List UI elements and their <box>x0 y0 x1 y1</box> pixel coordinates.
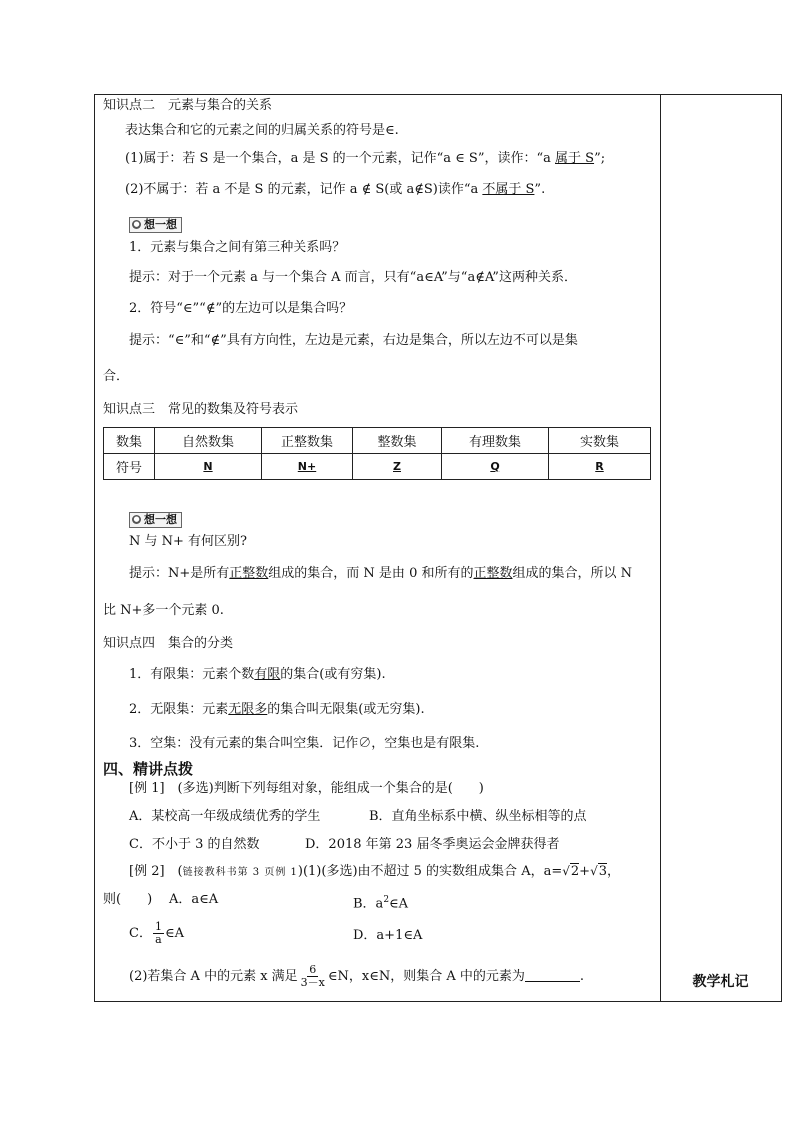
ex2-part2: (2)若集合 A 中的元素 x 满足 $\frac{6}{3-x}$ ∈N，x∈N，则集合 A 中的元素为 . <box>129 963 584 989</box>
column-divider <box>660 95 661 1001</box>
kp3-title: 知识点三 常见的数集及符号表示 <box>103 402 299 417</box>
think-badge-2: ● 想一想 <box>129 509 182 528</box>
table-cell: N <box>155 454 262 480</box>
fraction: $\frac{1}{a}$ <box>154 920 162 946</box>
kp4-item-empty: 3．空集：没有元素的集合叫空集．记作∅，空集也是有限集. <box>129 736 480 751</box>
table-cell: 正整数集 <box>262 428 353 454</box>
think2-question: N 与 N+ 有何区别? <box>129 534 248 549</box>
ex2-option-c: C． $\frac{1}{a}$ ∈A <box>129 920 184 946</box>
kp4-item-finite: 1．有限集：元素个数有限的集合(或有穷集). <box>129 667 386 682</box>
think2-answer-line1: 提示：N+是所有正整数组成的集合，而 N 是由 0 和所有的正整数组成的集合，所以 N <box>129 566 633 581</box>
kp2-belong: (1)属于：若 S 是一个集合，a 是 S 的一个元素，记作“a ∈ S”，读作：“a 属于 S”; <box>125 151 606 166</box>
table-cell: Z <box>353 454 442 480</box>
section4-title: 四、精讲点拨 <box>103 760 194 778</box>
ex2-stem: [例 2] (链接教科书第 3 页例 1)(1)(多选)由不超过 5 的实数组成集合 A，a=√2+√3， <box>129 864 621 879</box>
ex1-option-a: A．某校高一年级成绩优秀的学生 <box>129 809 321 824</box>
lightbulb-icon: ● <box>133 220 140 228</box>
table-header-row <box>104 428 651 454</box>
lesson-frame <box>94 94 782 1002</box>
ex2-option-a: A．a∈A <box>169 892 219 907</box>
table-cell: R <box>549 454 651 480</box>
table-cell: 实数集 <box>549 428 651 454</box>
table-cell: 符号 <box>104 454 155 480</box>
sqrt-icon: √ <box>590 864 598 878</box>
table-cell: 整数集 <box>353 428 442 454</box>
ex1-option-d: D．2018 年第 23 届冬季奥运会金牌获得者 <box>305 837 560 852</box>
fraction: $\frac{6}{3-x}$ <box>300 963 325 989</box>
number-set-table <box>103 427 651 480</box>
think1-a1: 提示：对于一个元素 a 与一个集合 A 而言，只有“a∈A”与“a∉A”这两种关系． <box>129 270 577 285</box>
lightbulb-icon: ● <box>133 515 140 523</box>
think2-answer-line2: 比 N+多一个元素 0. <box>103 603 224 618</box>
kp4-title: 知识点四 集合的分类 <box>103 636 234 651</box>
think-badge-1: ● 想一想 <box>129 214 182 233</box>
side-title: 教学札记 <box>692 974 749 990</box>
ex2-then: 则( ) <box>103 892 153 907</box>
sqrt-icon: √ <box>562 864 570 878</box>
table-cell: 数集 <box>104 428 155 454</box>
ex2-option-b: B．$a^2\in A$ <box>353 895 409 912</box>
ex2-option-d: D．a+1∈A <box>353 928 423 943</box>
kp2-intro: 表达集合和它的元素之间的归属关系的符号是∈. <box>125 123 399 138</box>
think1-a2-line2: 合． <box>103 369 130 384</box>
ex1-option-c: C．不小于 3 的自然数 <box>129 837 260 852</box>
kp4-item-infinite: 2．无限集：元素无限多的集合叫无限集(或无穷集). <box>129 702 425 717</box>
kp2-notbelong: (2)不属于：若 a 不是 S 的元素，记作 a ∉ S(或 a∉S)读作“a 不属于 S”. <box>125 182 546 197</box>
answer-blank[interactable] <box>525 969 580 982</box>
table-cell: 自然数集 <box>155 428 262 454</box>
table-cell: N+ <box>262 454 353 480</box>
table-cell: 有理数集 <box>442 428 549 454</box>
table-row <box>104 454 651 480</box>
think1-a2-line1: 提示：“∈”和“∉”具有方向性，左边是元素，右边是集合，所以左边不可以是集 <box>129 333 578 348</box>
think1-q1: 1．元素与集合之间有第三种关系吗？ <box>129 240 346 255</box>
ex1-option-b: B．直角坐标系中横、纵坐标相等的点 <box>369 809 587 824</box>
table-cell: Q <box>442 454 549 480</box>
think1-q2: 2．符号“∈”“∉”的左边可以是集合吗？ <box>129 301 353 316</box>
kp2-title: 知识点二 元素与集合的关系 <box>103 98 273 113</box>
ex1-stem: [例 1] (多选)判断下列每组对象，能组成一个集合的是( ) <box>129 781 484 796</box>
